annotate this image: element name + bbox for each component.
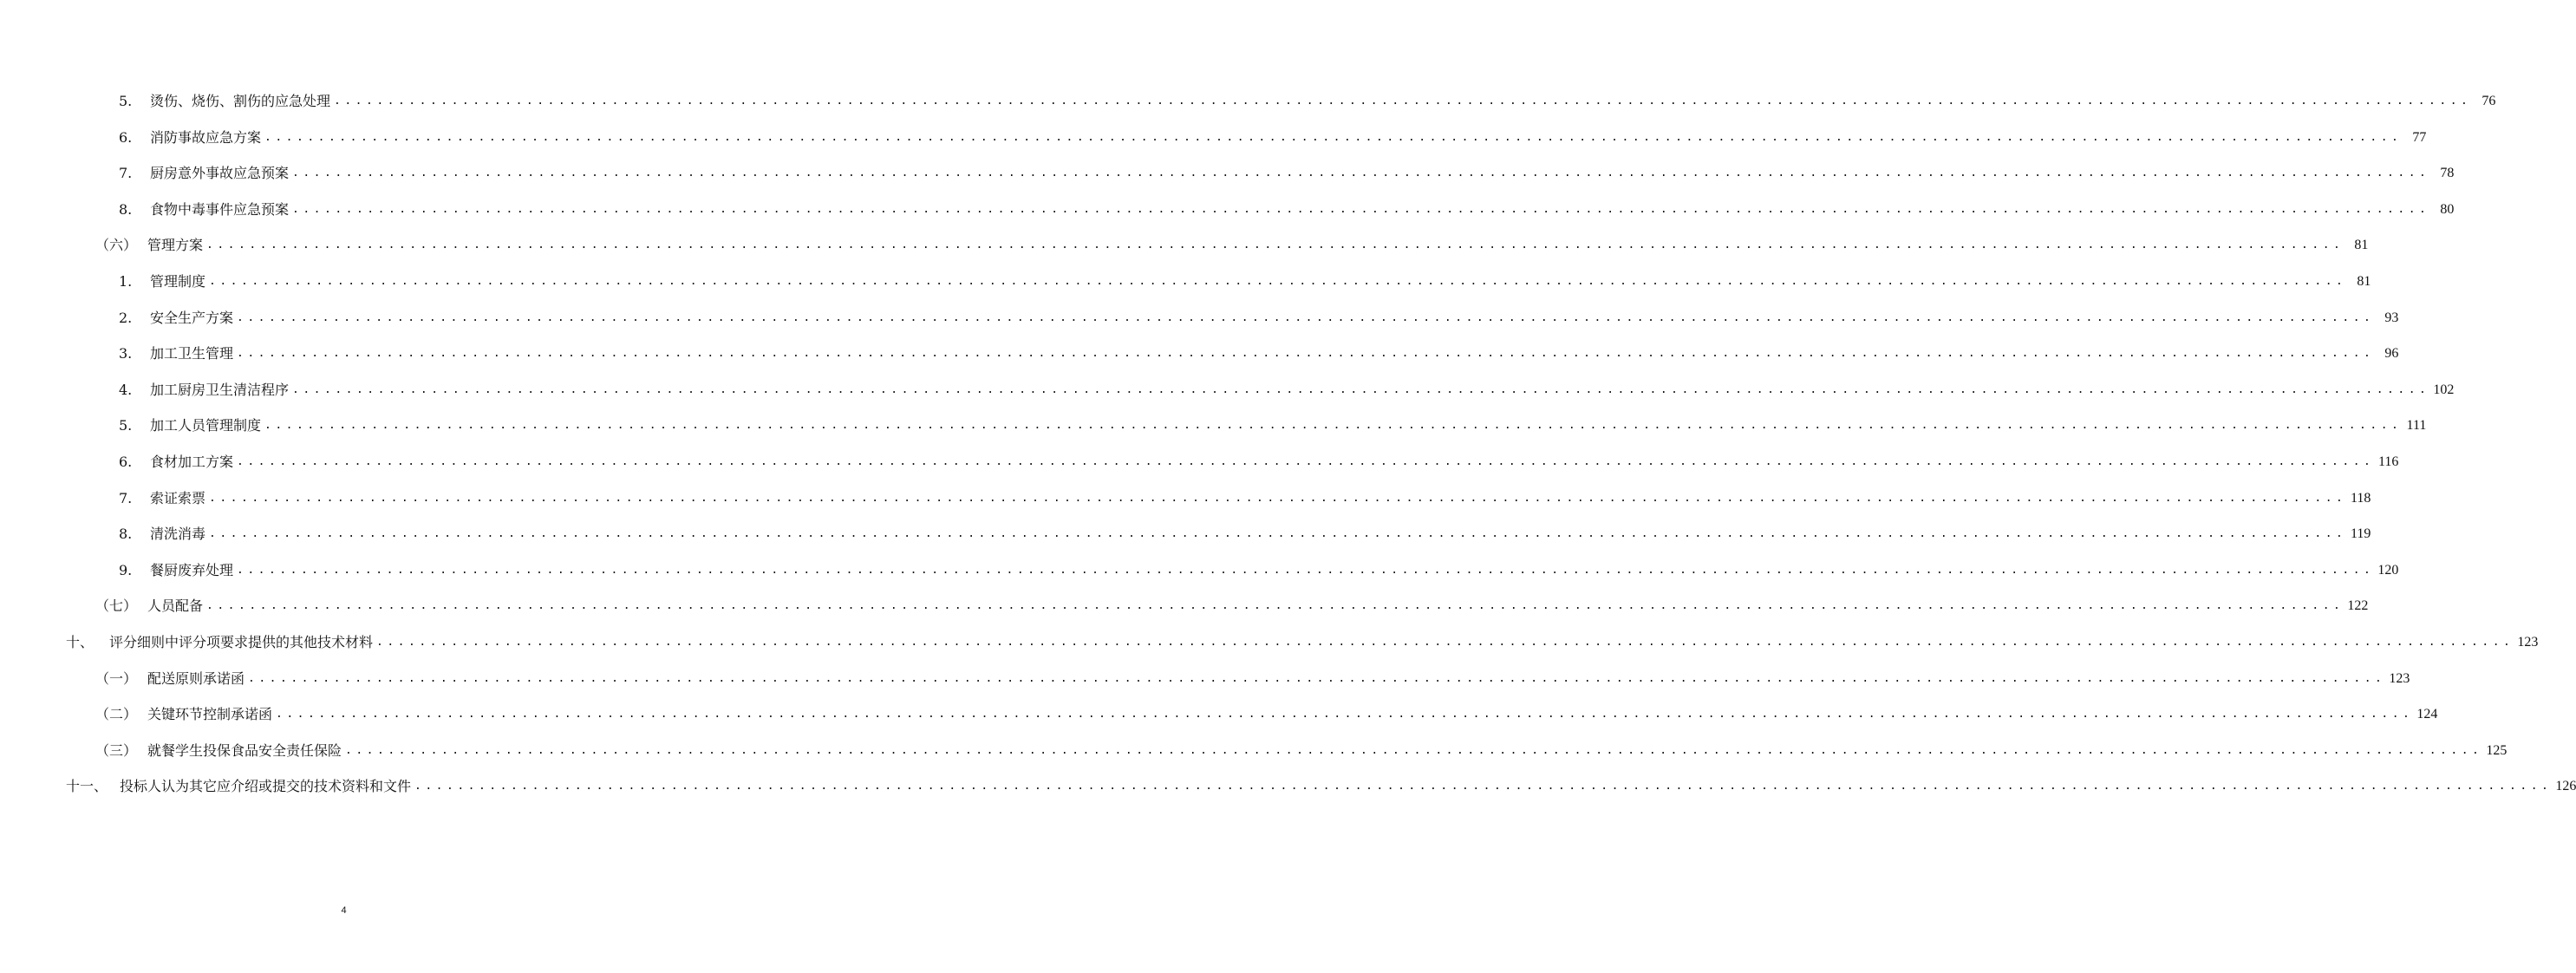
toc-entry-number: （一） bbox=[95, 669, 138, 687]
toc-entry-page: 126 bbox=[2555, 779, 2576, 794]
toc-entry-page: 76 bbox=[2481, 94, 2496, 108]
toc-entry[interactable] bbox=[119, 480, 2371, 517]
toc-entry-page: 123 bbox=[2389, 670, 2410, 686]
toc-entry-number: （三） bbox=[95, 741, 138, 759]
toc-leader-dots: ........................................................................................................................................................................................................ bbox=[237, 563, 2375, 577]
toc-entry-title: 烫伤、烧伤、割伤的应急处理 bbox=[150, 93, 331, 109]
toc-entry-number: （七） bbox=[95, 598, 138, 615]
toc-leader-dots: ........................................................................................................................................................................................................ bbox=[376, 636, 2514, 649]
toc-entry-page: 96 bbox=[2384, 346, 2399, 362]
toc-entry[interactable] bbox=[66, 624, 2539, 661]
toc-leader-dots: ........................................................................................................................................................................................................ bbox=[292, 202, 2430, 216]
toc-entry[interactable] bbox=[119, 408, 2427, 444]
toc-leader-dots: ........................................................................................................................................................................................................ bbox=[237, 455, 2375, 468]
toc-entry[interactable] bbox=[119, 264, 2371, 300]
toc-entry-title: 管理方案 bbox=[147, 237, 204, 254]
toc-entry-number: 7. bbox=[119, 489, 133, 506]
toc-entry-number: 8. bbox=[119, 200, 133, 218]
toc-entry-number: 1. bbox=[119, 273, 133, 290]
toc-entry-number: （六） bbox=[95, 237, 138, 254]
toc-leader-dots: ........................................................................................................................................................................................................ bbox=[248, 671, 2386, 685]
toc-leader-dots: ........................................................................................................................................................................................................ bbox=[237, 347, 2375, 361]
toc-leader-dots: ........................................................................................................................................................................................................ bbox=[209, 527, 2347, 541]
toc-leader-dots: ........................................................................................................................................................................................................ bbox=[209, 275, 2347, 288]
toc-leader-dots: ........................................................................................................................................................................................................ bbox=[264, 419, 2403, 433]
toc-leader-dots: ........................................................................................................................................................................................................ bbox=[292, 167, 2430, 180]
toc-leader-dots: ........................................................................................................................................................................................................ bbox=[264, 130, 2403, 144]
toc-entry-number: 6. bbox=[119, 128, 133, 146]
toc-leader-dots: ........................................................................................................................................................................................................ bbox=[292, 382, 2430, 396]
toc-entry-number: 7. bbox=[119, 165, 133, 182]
toc-entry-title: 加工卫生管理 bbox=[150, 345, 234, 362]
toc-leader-dots: ........................................................................................................................................................................................................ bbox=[209, 491, 2347, 505]
toc-entry-number: 4. bbox=[119, 381, 133, 398]
toc-entry-number: （二） bbox=[95, 706, 138, 723]
toc-entry-page: 120 bbox=[2377, 562, 2399, 578]
toc-entry-page: 125 bbox=[2486, 742, 2508, 758]
toc-entry-title: 餐厨废弃处理 bbox=[150, 561, 234, 578]
toc-entry-number: 3. bbox=[119, 345, 133, 362]
toc-entry[interactable] bbox=[95, 588, 2369, 624]
toc-entry-number: 8. bbox=[119, 526, 133, 543]
toc-entry-number: 9. bbox=[119, 561, 133, 578]
toc-entry[interactable] bbox=[119, 552, 2399, 589]
toc-entry-number: 2. bbox=[119, 309, 133, 326]
toc-entry-title: 就餐学生投保食品安全责任保险 bbox=[147, 741, 342, 759]
toc-entry-page: 77 bbox=[2412, 129, 2427, 145]
toc-entry[interactable] bbox=[95, 227, 2369, 264]
toc-leader-dots: ........................................................................................................................................................................................................ bbox=[237, 310, 2375, 324]
toc-entry-page: 78 bbox=[2440, 166, 2455, 181]
toc-entry[interactable] bbox=[119, 300, 2399, 336]
toc-leader-dots: ........................................................................................................................................................................................................ bbox=[206, 238, 2344, 252]
toc-entry-number: 十一、 bbox=[66, 778, 108, 795]
toc-entry-title: 厨房意外事故应急预案 bbox=[150, 165, 290, 182]
toc-entry-page: 116 bbox=[2377, 454, 2399, 469]
toc-entry[interactable] bbox=[119, 83, 2496, 120]
toc-entry[interactable] bbox=[119, 372, 2455, 408]
toc-entry[interactable] bbox=[119, 192, 2455, 228]
toc-entry[interactable] bbox=[66, 768, 2576, 805]
toc-leader-dots: ........................................................................................................................................................................................................ bbox=[334, 95, 2472, 108]
toc-entry-title: 评分细则中评分项要求提供的其他技术材料 bbox=[109, 634, 374, 650]
page-number: 4 bbox=[341, 905, 347, 916]
toc-leader-dots: ........................................................................................................................................................................................................ bbox=[345, 743, 2483, 757]
toc-entry-page: 81 bbox=[2354, 238, 2369, 253]
toc-entry[interactable] bbox=[95, 661, 2410, 697]
toc-entry-title: 加工人员管理制度 bbox=[150, 417, 262, 434]
toc-entry-title: 食材加工方案 bbox=[150, 454, 234, 470]
toc-entry-number: 5. bbox=[119, 417, 133, 434]
toc-leader-dots: ........................................................................................................................................................................................................ bbox=[206, 599, 2344, 613]
toc-entry-title: 索证索票 bbox=[150, 489, 206, 506]
toc-entry-page: 111 bbox=[2406, 418, 2427, 434]
toc-entry[interactable] bbox=[119, 155, 2455, 192]
toc-entry-page: 124 bbox=[2416, 707, 2438, 722]
toc-entry[interactable] bbox=[119, 444, 2399, 480]
toc-entry-number: 6. bbox=[119, 454, 133, 470]
toc-entry-title: 食物中毒事件应急预案 bbox=[150, 200, 290, 218]
toc-entry-title: 人员配备 bbox=[147, 598, 204, 615]
toc-entry-page: 102 bbox=[2433, 382, 2455, 397]
toc-entry-title: 管理制度 bbox=[150, 273, 206, 290]
toc-entry-page: 93 bbox=[2384, 310, 2399, 325]
toc-entry[interactable] bbox=[119, 336, 2399, 372]
toc-entry-title: 投标人认为其它应介绍或提交的技术资料和文件 bbox=[120, 778, 412, 795]
toc-entry-page: 118 bbox=[2350, 490, 2371, 506]
toc-entry-page: 81 bbox=[2357, 274, 2371, 289]
toc-entry-title: 消防事故应急方案 bbox=[150, 128, 262, 146]
toc-entry-number: 十、 bbox=[66, 634, 95, 650]
toc-entry[interactable] bbox=[119, 120, 2427, 156]
toc-entry-title: 配送原则承诺函 bbox=[147, 669, 245, 687]
toc-entry-page: 119 bbox=[2350, 526, 2371, 542]
toc-entry-title: 关键环节控制承诺函 bbox=[147, 706, 273, 723]
toc-entry[interactable] bbox=[95, 733, 2508, 769]
toc-entry-title: 清洗消毒 bbox=[150, 526, 206, 543]
toc-entry-number: 5. bbox=[119, 93, 133, 109]
toc-entry-title: 加工厨房卫生清洁程序 bbox=[150, 381, 290, 398]
toc-entry[interactable] bbox=[95, 696, 2438, 733]
toc-entry-page: 122 bbox=[2347, 598, 2369, 614]
toc-entry-page: 123 bbox=[2517, 635, 2539, 650]
toc-entry-title: 安全生产方案 bbox=[150, 309, 234, 326]
toc-entry[interactable] bbox=[119, 516, 2371, 552]
toc-leader-dots: ........................................................................................................................................................................................................ bbox=[276, 708, 2414, 722]
toc-entry-page: 80 bbox=[2440, 201, 2455, 217]
toc-leader-dots: ........................................................................................................................................................................................................ bbox=[414, 780, 2553, 793]
